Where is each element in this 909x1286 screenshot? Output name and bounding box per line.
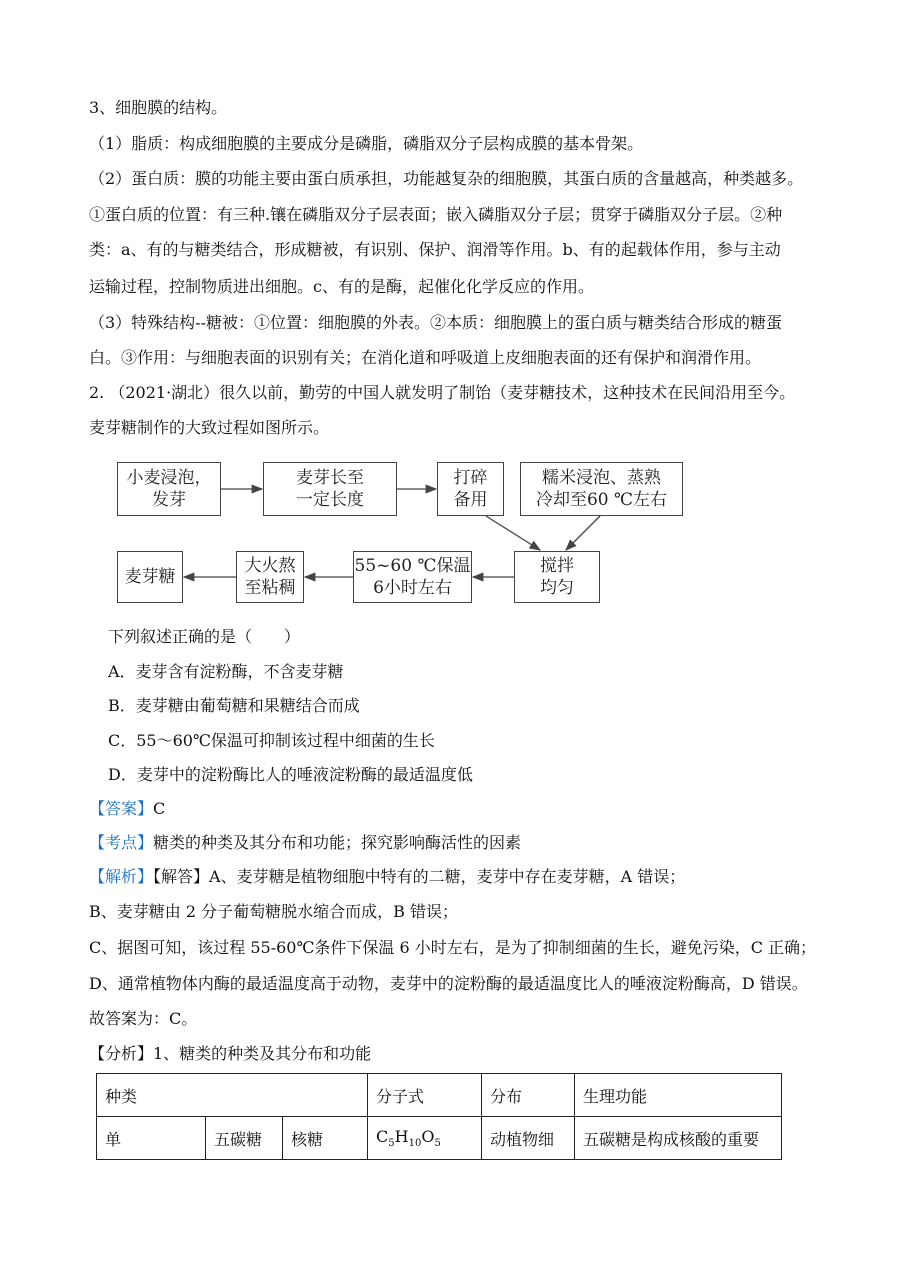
paragraph-lipid: （1）脂质：构成细胞膜的主要成分是磷脂，磷脂双分子层构成膜的基本骨架。 <box>89 134 644 153</box>
answer-line <box>89 799 165 819</box>
flow-box-soak-wheat: 小麦浸泡， 发芽 <box>117 462 221 516</box>
jiexi-a: 【解答】A、麦芽糖是植物细胞中特有的二糖，麦芽中存在麦芽糖，A 错误； <box>153 867 686 886</box>
flow-box-incubate: 55~60 ℃保温 6小时左右 <box>353 551 472 603</box>
kaodian-line <box>89 833 521 853</box>
option-d: D．麦芽中的淀粉酶比人的唾液淀粉酶的最适温度低 <box>108 765 473 784</box>
header-cell: 种类 <box>97 1074 368 1117</box>
option-c: C．55～60℃保温可抑制该过程中细菌的生长 <box>108 731 435 750</box>
jiexi-line <box>89 867 685 887</box>
formula-cell: $C_5H_{10}O_5$ <box>368 1117 482 1160</box>
option-b: B．麦芽糖由葡萄糖和果糖结合而成 <box>108 696 360 715</box>
flow-box-glutinous-rice: 糯米浸泡、蒸熟 冷却至60 ℃左右 <box>520 462 683 516</box>
paragraph-protein-2: ①蛋白质的位置：有三种.镶在磷脂双分子层表面；嵌入磷脂双分子层；贯穿于磷脂双分子层。②种 <box>89 205 783 224</box>
jiexi-b: B、麦芽糖由 2 分子葡萄糖脱水缩合而成，B 错误； <box>89 902 458 921</box>
kaodian-value: 糖类的种类及其分布和功能；探究影响酶活性的因素 <box>153 833 522 852</box>
flow-box-maltose: 麦芽糖 <box>117 551 183 603</box>
table-cell: 核糖 <box>283 1117 368 1160</box>
conclusion: 故答案为：C。 <box>89 1009 198 1028</box>
fenxi-heading: 【分析】1、糖类的种类及其分布和功能 <box>89 1044 372 1063</box>
flow-box-crush: 打碎 备用 <box>437 462 504 516</box>
jiexi-tag: 【解析】 <box>89 867 154 886</box>
table-header-row <box>97 1074 782 1117</box>
kaodian-tag: 【考点】 <box>89 833 154 852</box>
paragraph-protein-3: 类：a、有的与糖类结合，形成糖被，有识别、保护、润滑等作用。b、有的起载体作用，参与主动 <box>89 240 781 259</box>
table-cell: 五碳糖 <box>206 1117 283 1160</box>
header-cell: 生理功能 <box>575 1074 782 1117</box>
paragraph-glycocalyx-1: （3）特殊结构--糖被：①位置：细胞膜的外表。②本质：细胞膜上的蛋白质与糖类结合形成的糖蛋 <box>89 313 782 332</box>
question-prompt: 下列叙述正确的是（ ） <box>108 627 301 646</box>
header-cell: 分布 <box>482 1074 575 1117</box>
flow-box-boil: 大火熬 至粘稠 <box>236 551 304 603</box>
jiexi-c: C、据图可知，该过程 55-60℃条件下保温 6 小时左右，是为了抑制细菌的生长，避免污染，C 正确； <box>89 938 817 957</box>
answer-value: C <box>153 799 166 818</box>
table-cell: 五碳糖是构成核酸的重要 <box>575 1117 782 1160</box>
paragraph-glycocalyx-2: 白。③作用：与细胞表面的识别有关；在消化道和呼吸道上皮细胞表面的还有保护和润滑作用。 <box>89 348 762 367</box>
table-cell: 单 <box>97 1117 206 1160</box>
table-cell: 动植物细 <box>482 1117 575 1160</box>
header-cell: 分子式 <box>368 1074 482 1117</box>
jiexi-d: D、通常植物体内酶的最适温度高于动物，麦芽中的淀粉酶的最适温度比人的唾液淀粉酶高，D 错误。 <box>89 974 808 993</box>
section-title: 3、细胞膜的结构。 <box>89 98 228 117</box>
question-stem-2: 麦芽糖制作的大致过程如图所示。 <box>89 418 330 437</box>
sugar-table <box>96 1073 782 1160</box>
paragraph-protein-4: 运输过程，控制物质进出细胞。c、有的是酶，起催化化学反应的作用。 <box>89 277 594 296</box>
option-a: A．麦芽含有淀粉酶，不含麦芽糖 <box>108 662 344 681</box>
answer-tag: 【答案】 <box>89 799 154 818</box>
table-row <box>97 1117 782 1160</box>
question-stem: 2. （2021·湖北）很久以前，勤劳的中国人就发明了制饴（麦芽糖技术，这种技术在民间沿用至今。 <box>89 383 796 402</box>
flow-box-stir: 搅拌 均匀 <box>514 551 600 603</box>
paragraph-protein-1: （2）蛋白质：膜的功能主要由蛋白质承担，功能越复杂的细胞膜，其蛋白质的含量越高，种类越多。 <box>89 169 804 188</box>
flow-box-malt-grow: 麦芽长至 一定长度 <box>263 462 397 516</box>
